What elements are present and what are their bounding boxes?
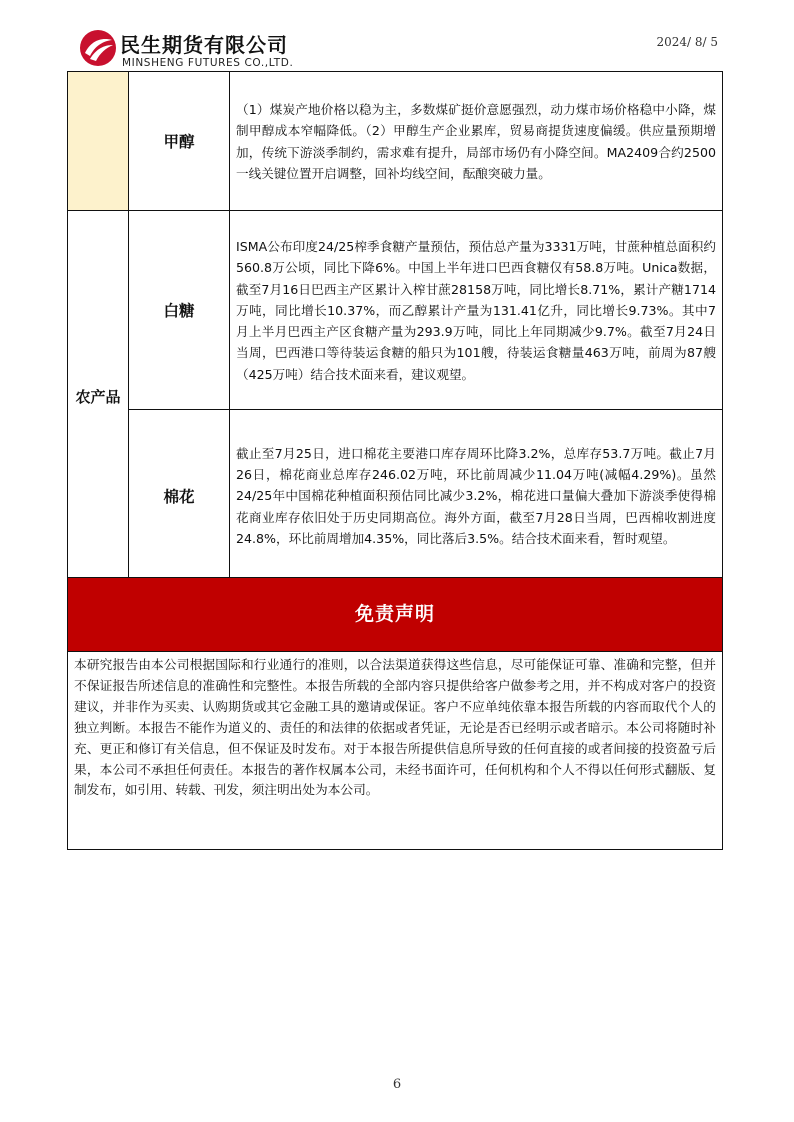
table-row: [68, 410, 723, 582]
product-analysis: ISMA公布印度24/25榨季食糖产量预估，预估总产量为3331万吨，甘蔗种植总面积约560.8万公顷，同比下降6%。中国上半年进口巴西食糖仅有58.8万吨。Unica数据，截至7月16日巴西主产区累计入榨甘蔗28158万吨，同比增长8.71%，累计产糖1714万吨，同比增长10.37%，而乙醇累计产量为131.41亿升，同比增长9.73%。其中7月上半月巴西主产区食糖产量为293.9万吨，同比上年同期减少9.7%。截至7月24日当周，巴西港口等待装运食糖的船只为101艘，待装运食糖量463万吨，前周为87艘（425万吨）结合技术面来看，建议观望。: [230, 211, 723, 410]
page-header: [0, 0, 794, 72]
product-analysis: 截止至7月25日，进口棉花主要港口库存周环比降3.2%，总库存53.7万吨。截止7月26日，棉花商业总库存246.02万吨，环比前周减少11.04万吨(减幅4.29%)。虽然24/25年中国棉花种植面积预估同比减少3.2%，棉花进口量偏大叠加下游淡季使得棉花商业库存依旧处于历史同期高位。海外方面，截至7月28日当周，巴西棉收割进度24.8%，环比前周增加4.35%，同比落后3.5%。结合技术面来看，暂时观望。: [230, 410, 723, 582]
report-date: 2024/ 8/ 5: [656, 35, 718, 49]
commodity-table: [67, 71, 723, 582]
product-name: 白糖: [129, 211, 230, 410]
company-name-cn: 民生期货有限公司: [120, 33, 288, 57]
page-number: 6: [392, 1077, 402, 1092]
category-cell: 农产品: [68, 211, 129, 582]
minsheng-logo-icon: [78, 28, 118, 68]
product-analysis: （1）煤炭产地价格以稳为主，多数煤矿挺价意愿强烈，动力煤市场价格稳中小降，煤制甲醇成本窄幅降低。（2）甲醇生产企业累库，贸易商提货速度偏缓。供应量预期增加，传统下游淡季制约，需求难有提升，局部市场仍有小降空间。MA2409合约2500一线关键位置开启调整，回补均线空间，酝酿突破力量。: [230, 72, 723, 211]
company-name-en: MINSHENG FUTURES CO.,LTD.: [122, 57, 294, 69]
product-name: 甲醇: [129, 72, 230, 211]
disclaimer-title: 免责声明: [67, 577, 723, 652]
table-row: [68, 72, 723, 211]
table-row: [68, 211, 723, 410]
product-name: 棉花: [129, 410, 230, 582]
category-cell: [68, 72, 129, 211]
disclaimer-body: 本研究报告由本公司根据国际和行业通行的准则，以合法渠道获得这些信息，尽可能保证可靠、准确和完整，但并不保证报告所述信息的准确性和完整性。本报告所载的全部内容只提供给客户做参考之用，并不构成对客户的投资建议，并非作为买卖、认购期货或其它金融工具的邀请或保证。客户不应单纯依靠本报告所载的内容而取代个人的独立判断。本报告不能作为道义的、责任的和法律的依据或者凭证，无论是否已经明示或者暗示。本公司将随时补充、更正和修订有关信息，但不保证及时发布。对于本报告所提供信息所导致的任何直接的或者间接的投资盈亏后果，本公司不承担任何责任。本报告的著作权属本公司，未经书面许可，任何机构和个人不得以任何形式翻版、复制发布，如引用、转载、刊发，须注明出处为本公司。: [67, 651, 723, 850]
